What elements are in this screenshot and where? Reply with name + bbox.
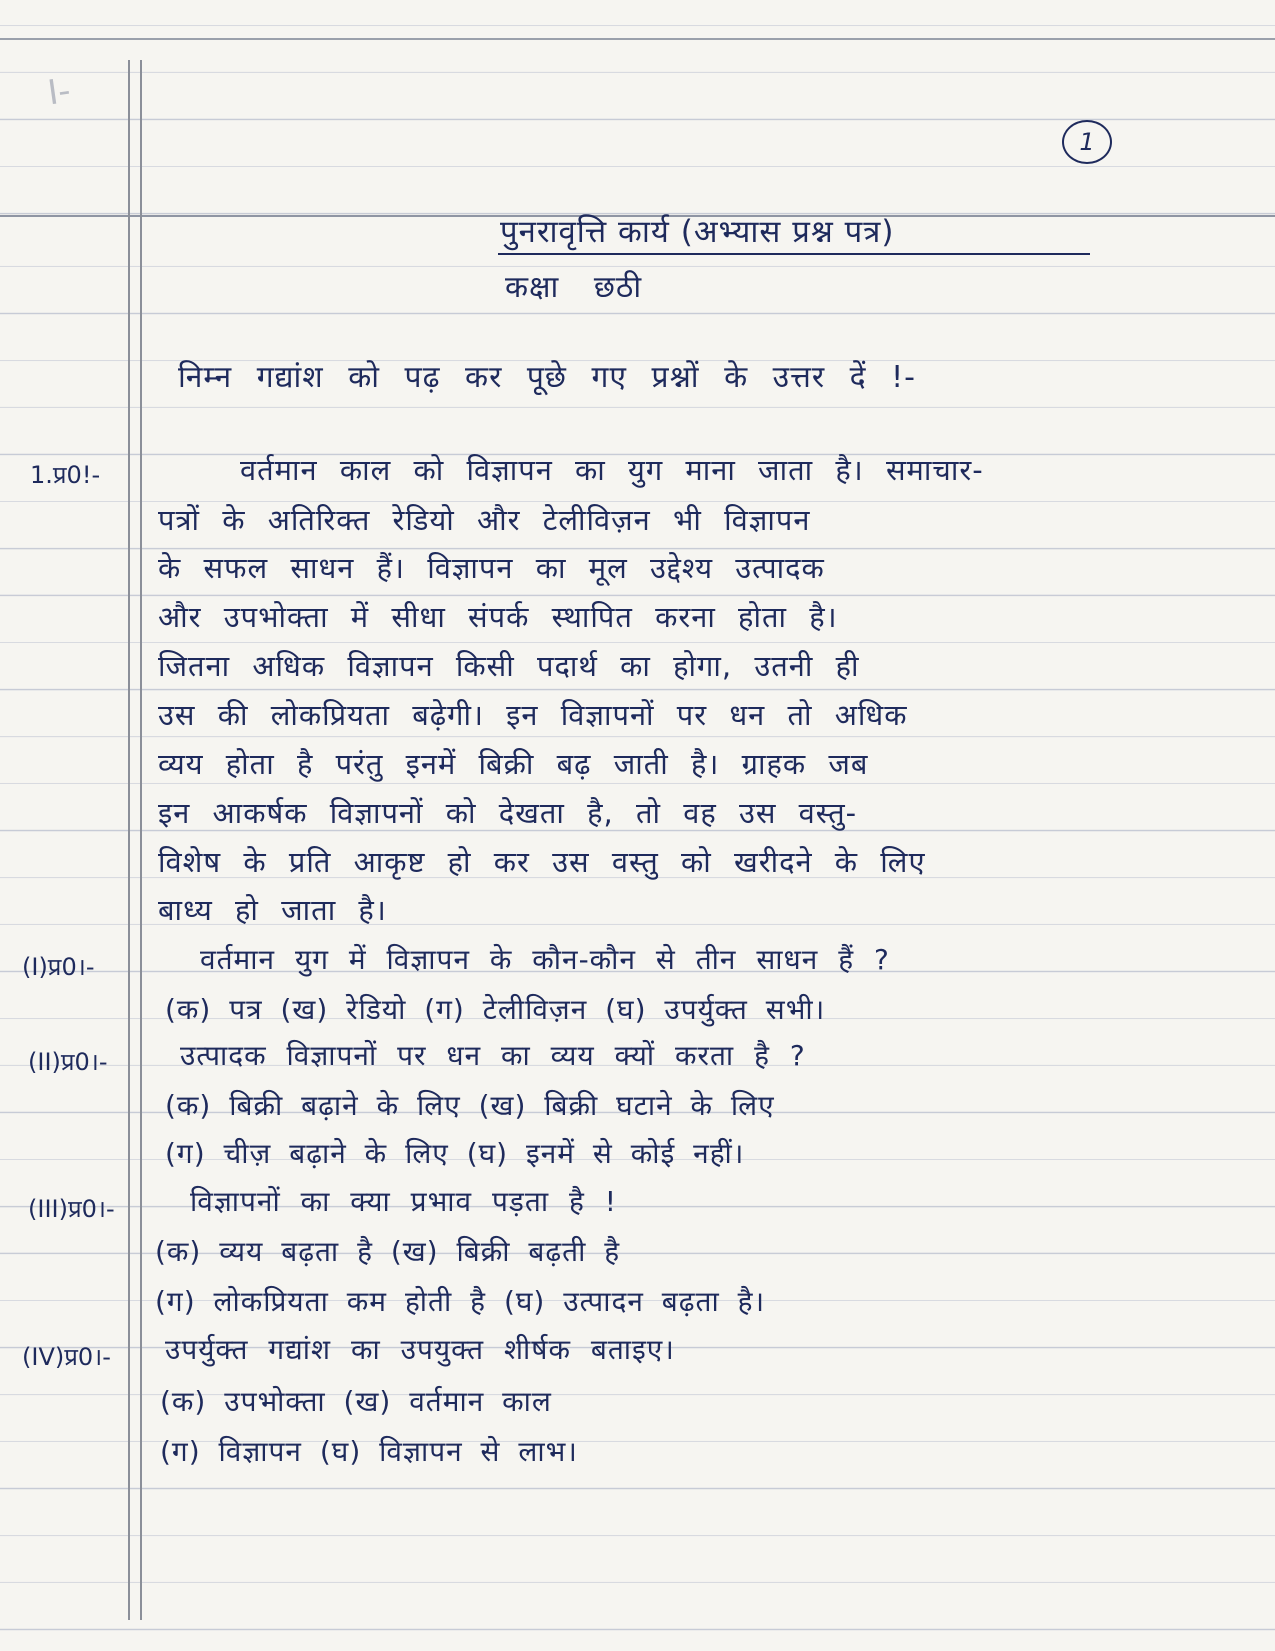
question-option: (ग) चीज़ बढ़ाने के लिए (घ) इनमें से कोई नहीं।	[165, 1137, 745, 1170]
passage-line: वर्तमान काल को विज्ञापन का युग माना जाता है। समाचार-	[240, 453, 984, 487]
passage-line: उस की लोकप्रियता बढ़ेगी। इन विज्ञापनों पर धन तो अधिक	[158, 698, 908, 732]
question-text: उपर्युक्त गद्यांश का उपयुक्त शीर्षक बताइए।	[165, 1333, 675, 1366]
margin-line-outer	[128, 60, 130, 1620]
question-label: (III)प्र0।-	[28, 1195, 115, 1223]
instruction-line: निम्न गद्यांश को पढ़ कर पूछे गए प्रश्नों के उत्तर दें !-	[178, 360, 916, 395]
question-text: वर्तमान युग में विज्ञापन के कौन-कौन से तीन साधन हैं ?	[200, 943, 890, 976]
question-text: विज्ञापनों का क्या प्रभाव पड़ता है !	[190, 1185, 617, 1218]
top-rule-line	[0, 38, 1275, 40]
passage-line: जितना अधिक विज्ञापन किसी पदार्थ का होगा, उतनी ही	[158, 649, 860, 683]
corner-mark: I-	[45, 70, 73, 114]
passage-line: पत्रों के अतिरिक्त रेडियो और टेलीविज़न भी विज्ञापन	[158, 503, 811, 537]
question-option: (ग) लोकप्रियता कम होती है (घ) उत्पादन बढ़ता है।	[155, 1285, 766, 1318]
question-option: (ग) विज्ञापन (घ) विज्ञापन से लाभ।	[160, 1435, 578, 1468]
passage-line: के सफल साधन हैं। विज्ञापन का मूल उद्देश्य उत्पादक	[158, 551, 825, 585]
margin-line-inner	[140, 60, 142, 1620]
passage-line: और उपभोक्ता में सीधा संपर्क स्थापित करना होता है।	[158, 600, 838, 634]
question-text: उत्पादक विज्ञापनों पर धन का व्यय क्यों करता है ?	[180, 1039, 806, 1072]
passage-label: 1.प्र0!-	[30, 461, 101, 489]
class-line: कक्षा छठी	[505, 270, 643, 305]
question-label: (II)प्र0।-	[28, 1048, 108, 1076]
question-option: (क) पत्र (ख) रेडियो (ग) टेलीविज़न (घ) उपर्युक्त सभी।	[165, 993, 826, 1026]
question-label: (I)प्र0।-	[22, 953, 95, 981]
passage-line: इन आकर्षक विज्ञापनों को देखता है, तो वह उस वस्तु-	[158, 796, 858, 830]
title-underline	[498, 253, 1090, 255]
question-option: (क) बिक्री बढ़ाने के लिए (ख) बिक्री घटाने के लिए	[165, 1089, 775, 1122]
question-option: (क) व्यय बढ़ता है (ख) बिक्री बढ़ती है	[155, 1235, 621, 1268]
worksheet-title: पुनरावृत्ति कार्य (अभ्यास प्रश्न पत्र)	[500, 214, 895, 250]
page-number: 1	[1062, 120, 1112, 164]
question-option: (क) उपभोक्ता (ख) वर्तमान काल	[160, 1385, 552, 1418]
passage-line: व्यय होता है परंतु इनमें बिक्री बढ़ जाती है। ग्राहक जब	[158, 747, 869, 781]
question-label: (IV)प्र0।-	[22, 1343, 111, 1371]
passage-line: बाध्य हो जाता है।	[158, 893, 387, 927]
passage-line: विशेष के प्रति आकृष्ट हो कर उस वस्तु को खरीदने के लिए	[158, 845, 926, 879]
